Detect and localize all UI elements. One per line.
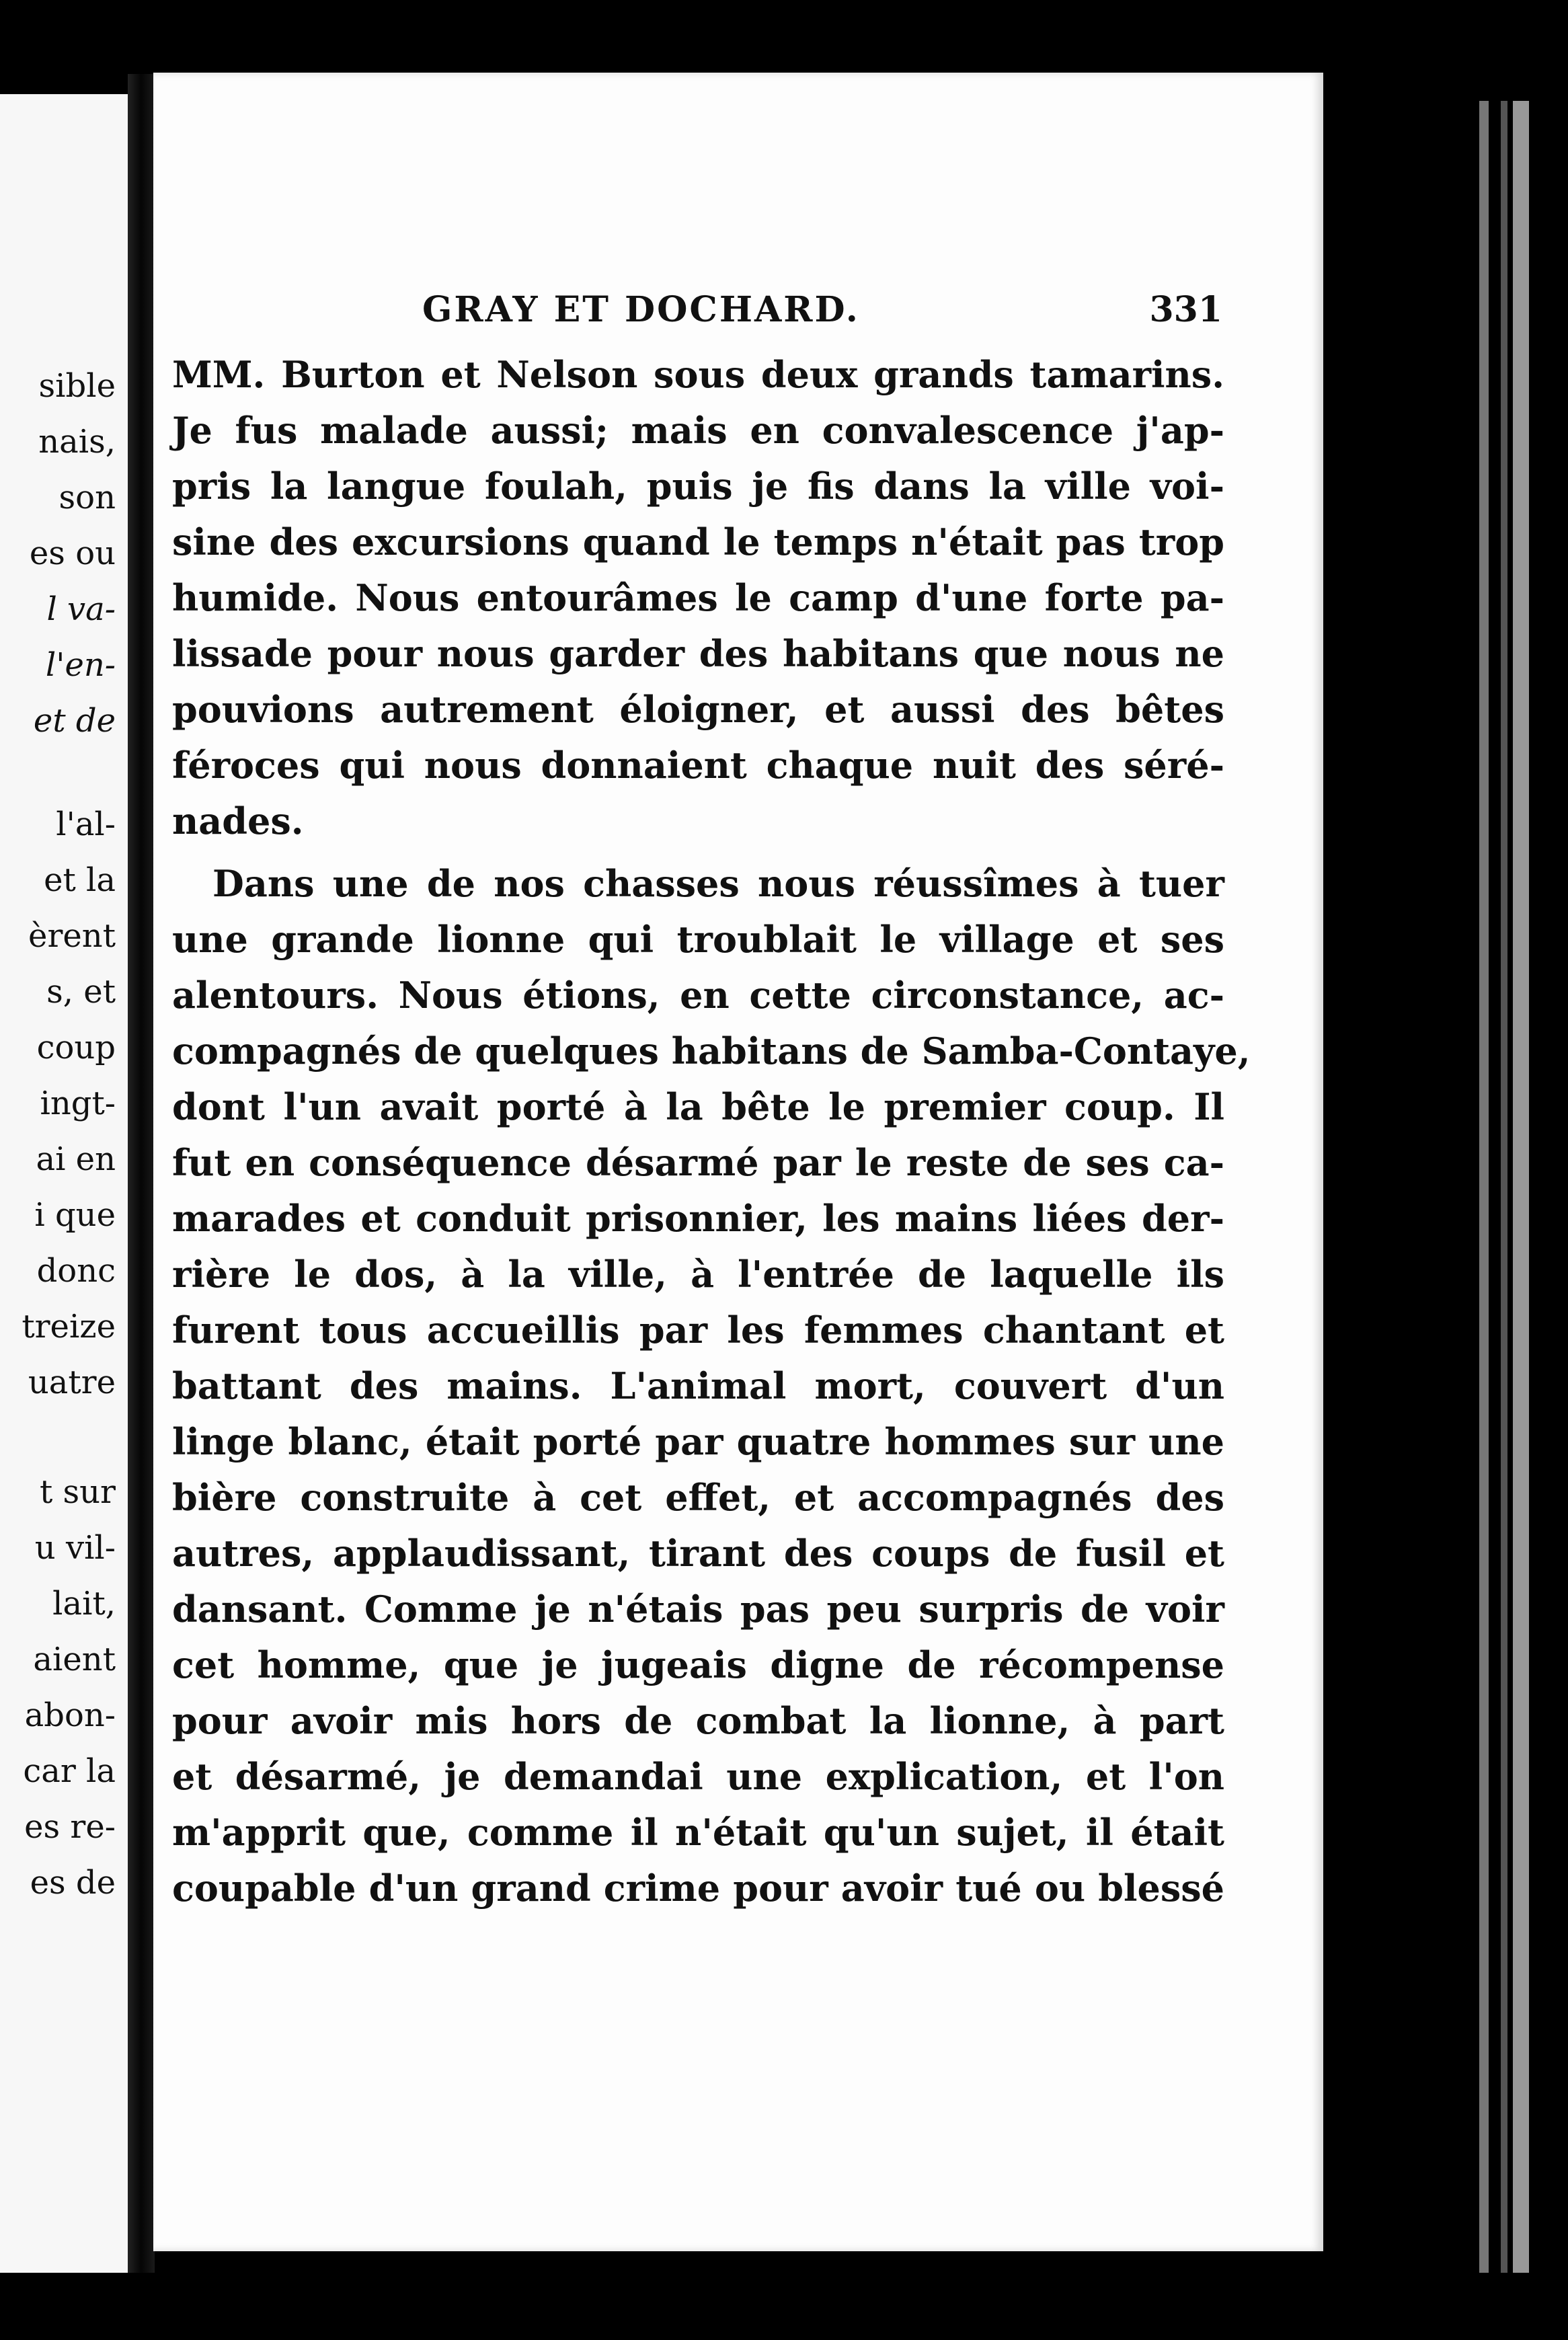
page-stack-edge xyxy=(1501,101,1507,2273)
text-line: alentours. Nous étions, en cette circonstance, ac- xyxy=(172,974,1224,1017)
paragraph xyxy=(172,856,1251,1916)
left-page-fragment: i que xyxy=(34,1196,116,1234)
book-gutter xyxy=(128,74,155,2273)
left-page-fragment: l'al- xyxy=(56,806,116,843)
text-line: autres, applaudissant, tirant des coups de fusil et xyxy=(172,1532,1224,1575)
text-line: compagnés de quelques habitans de Samba-Contaye, xyxy=(172,1029,1251,1072)
text-line: et désarmé, je demandai une explication, et l'on xyxy=(172,1755,1224,1798)
left-page-fragment: ingt- xyxy=(40,1085,116,1122)
left-page-fragment: son xyxy=(58,479,116,516)
left-page-fragment: et de xyxy=(33,702,116,740)
text-line: pris la langue foulah, puis je fis dans la ville voi- xyxy=(172,465,1224,508)
text-line: fut en conséquence désarmé par le reste de ses ca- xyxy=(172,1141,1224,1184)
left-page-fragment: treize xyxy=(22,1308,116,1346)
text-line: Dans une de nos chasses nous réussîmes à tuer xyxy=(212,862,1224,905)
text-line: bière construite à cet effet, et accompagnés des xyxy=(172,1476,1224,1519)
left-page-fragment: aient xyxy=(33,1641,116,1678)
running-head-title: GRAY ET DOCHARD. xyxy=(422,289,860,330)
left-page-fragment: car la xyxy=(23,1752,116,1790)
left-page-fragment: es re- xyxy=(24,1808,116,1846)
text-line: nades. xyxy=(172,800,304,843)
text-line: dont l'un avait porté à la bête le premier coup. Il xyxy=(172,1085,1224,1128)
text-line: battant des mains. L'animal mort, couvert d'un xyxy=(172,1364,1224,1407)
paragraph xyxy=(172,347,1224,849)
left-page-fragment: t sur xyxy=(39,1473,116,1511)
left-page-fragment: l'en- xyxy=(45,646,116,684)
left-page-fragment: u vil- xyxy=(34,1529,116,1567)
left-page-fragment: sible xyxy=(38,367,116,405)
text-line: sine des excursions quand le temps n'était pas trop xyxy=(172,520,1224,563)
page-stack-edge xyxy=(1513,101,1529,2273)
text-line: cet homme, que je jugeais digne de récompense xyxy=(172,1643,1224,1686)
left-page-fragment: lait, xyxy=(52,1585,116,1623)
left-page-fragment: abon- xyxy=(24,1696,116,1734)
text-line: furent tous accueillis par les femmes chantant et xyxy=(172,1309,1224,1352)
left-page-fragment: donc xyxy=(36,1252,116,1290)
left-page-fragment: coup xyxy=(36,1029,116,1066)
text-line: marades et conduit prisonnier, les mains liées der- xyxy=(172,1197,1224,1240)
left-page-fragment: et la xyxy=(44,861,116,899)
text-line: rière le dos, à la ville, à l'entrée de laquelle ils xyxy=(172,1253,1224,1296)
text-line: MM. Burton et Nelson sous deux grands tamarins. xyxy=(172,353,1224,396)
page-stack-edge xyxy=(1479,101,1489,2273)
text-line: linge blanc, était porté par quatre hommes sur une xyxy=(172,1420,1224,1463)
page-number: 331 xyxy=(1149,289,1222,330)
left-page-fragment: s, et xyxy=(46,973,116,1011)
text-line: Je fus malade aussi; mais en convalescence j'ap- xyxy=(172,409,1224,452)
left-facing-page xyxy=(0,94,128,2273)
left-page-fragment: es ou xyxy=(29,535,116,572)
left-page-fragment: l va- xyxy=(46,590,116,628)
left-page-fragment: nais, xyxy=(38,423,116,461)
left-page-fragment: es de xyxy=(30,1864,116,1902)
left-page-fragment: ai en xyxy=(36,1140,116,1178)
text-line: humide. Nous entourâmes le camp d'une forte pa- xyxy=(172,576,1224,619)
text-line: pour avoir mis hors de combat la lionne, à part xyxy=(172,1699,1224,1742)
text-line: m'apprit que, comme il n'était qu'un sujet, il était xyxy=(172,1811,1224,1854)
running-head xyxy=(153,289,1222,336)
text-line: coupable d'un grand crime pour avoir tué ou blessé xyxy=(172,1867,1224,1910)
text-line: une grande lionne qui troublait le village et ses xyxy=(172,918,1224,961)
text-line: féroces qui nous donnaient chaque nuit des séré- xyxy=(172,744,1224,787)
left-page-fragment: uatre xyxy=(28,1364,116,1401)
text-line: dansant. Comme je n'étais pas peu surpris de voir xyxy=(172,1588,1224,1631)
text-line: pouvions autrement éloigner, et aussi des bêtes xyxy=(172,688,1224,731)
book-page xyxy=(153,73,1323,2251)
text-line: lissade pour nous garder des habitans que nous ne xyxy=(172,632,1224,675)
paragraph-gap xyxy=(172,849,1224,856)
body-text xyxy=(172,347,1251,1916)
left-page-fragment: èrent xyxy=(28,917,116,955)
